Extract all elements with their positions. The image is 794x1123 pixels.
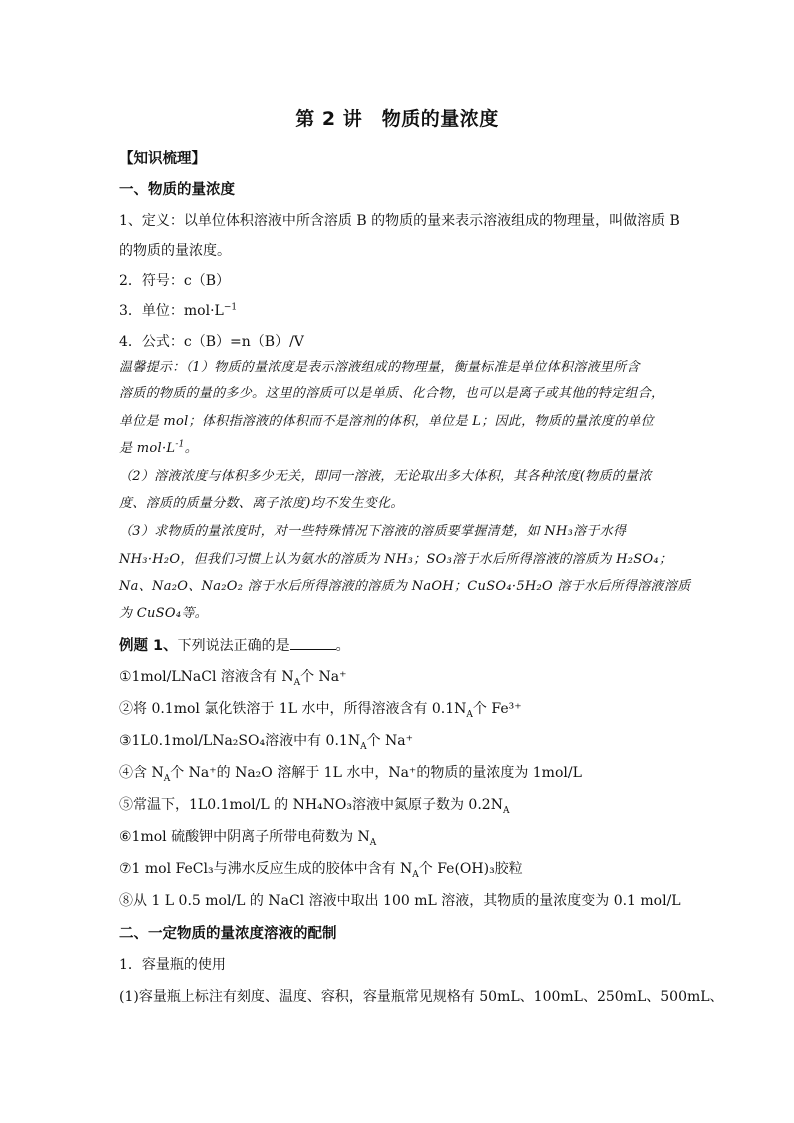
option-4: ④含 $N_A$个 Na⁺的 Na₂O 溶解于 1L 水中，Na⁺的物质的量浓度为 1mol/L <box>119 765 582 784</box>
option-8: ⑧从 1 L 0.5 mol/L 的 NaCl 溶液中取出 100 mL 溶液，其物质的量浓度变为 0.1 mol/L <box>119 893 681 909</box>
note-3-line-3: Na、Na₂O、Na₂O₂ 溶于水后所得溶液的溶质为 NaOH；CuSO₄·5H₂O 溶于水后所得溶液溶质 <box>119 579 691 594</box>
option-3: ③1L0.1mol/LNa₂SO₄溶液中有 $0.1N_A$个 Na⁺ <box>119 733 414 752</box>
symbol-line: 2．符号：c（B） <box>119 273 231 289</box>
section-tag: 【知识梳理】 <box>119 151 206 167</box>
note-1-line-4: 是 $mol\cdot L^{-1}$。 <box>119 439 198 456</box>
option-6: ⑥1mol 硫酸钾中阴离子所带电荷数为 $N_A$ <box>119 829 377 848</box>
option-7: ⑦1 mol FeCl₃与沸水反应生成的胶体中含有 $N_A$个 Fe(OH)₃胶粒 <box>119 861 523 880</box>
note-3-line-4: 为 CuSO₄等。 <box>119 606 208 621</box>
option-2: ②将 0.1mol 氯化铁溶于 1L 水中，所得溶液含有 $0.1N_A$个 Fe³⁺ <box>119 701 522 720</box>
answer-blank <box>290 636 336 650</box>
note-1-line-2: 溶质的物质的量的多少。这里的溶质可以是单质、化合物，也可以是离子或其他的特定组合， <box>119 386 665 401</box>
subsection-1-line-1: (1)容量瓶上标注有刻度、温度、容积，容量瓶常见规格有 50mL、100mL、250mL、500mL、 <box>119 989 724 1005</box>
definition-line-1: 1、定义：以单位体积溶液中所含溶质 B 的物质的量来表示溶液组成的物理量，叫做溶质 B <box>119 213 680 229</box>
note-3-line-1: （3）求物质的量浓度时，对一些特殊情况下溶液的溶质要掌握清楚，如 NH₃溶于水得 <box>119 524 627 539</box>
note-2-line-2: 度、溶质的质量分数、离子浓度)均不发生变化。 <box>119 496 404 511</box>
option-5: ⑤常温下，1L0.1mol/L 的 NH₄NO₃溶液中氮原子数为 $0.2N_A$ <box>119 797 510 816</box>
definition-line-2: 的物质的量浓度。 <box>119 243 231 259</box>
note-2-line-1: （2）溶液浓度与体积多少无关，即同一溶液，无论取出多大体积，其各种浓度(物质的量浓 <box>119 469 652 484</box>
option-1: ①1mol/LNaCl 溶液含有 $N_A$个 Na⁺ <box>119 669 347 688</box>
note-1-line-1: 温馨提示：（1）物质的量浓度是表示溶液组成的物理量，衡量标准是单位体积溶液里所含 <box>119 360 640 375</box>
formula-line: 4．公式：c（B）=n（B）/V <box>119 334 304 350</box>
note-3-line-2: NH₃·H₂O，但我们习惯上认为氨水的溶质为 NH₃；SO₃溶于水后所得溶液的溶质为 H₂SO₄； <box>119 552 673 567</box>
note-1-line-3: 单位是 mol；体积指溶液的体积而不是溶剂的体积，单位是 L；因此，物质的量浓度的单位 <box>119 414 655 429</box>
section-heading-2: 二、一定物质的量浓度溶液的配制 <box>119 926 337 942</box>
page-title: 第 2 讲 物质的量浓度 <box>295 108 499 130</box>
subsection-1: 1．容量瓶的使用 <box>119 957 226 973</box>
example-1-prompt: 例题 1、下列说法正确的是 。 <box>119 638 350 654</box>
section-heading-1: 一、物质的量浓度 <box>119 182 235 198</box>
unit-line: 3．单位：$mol\cdot L^{-1}$ <box>119 302 238 319</box>
